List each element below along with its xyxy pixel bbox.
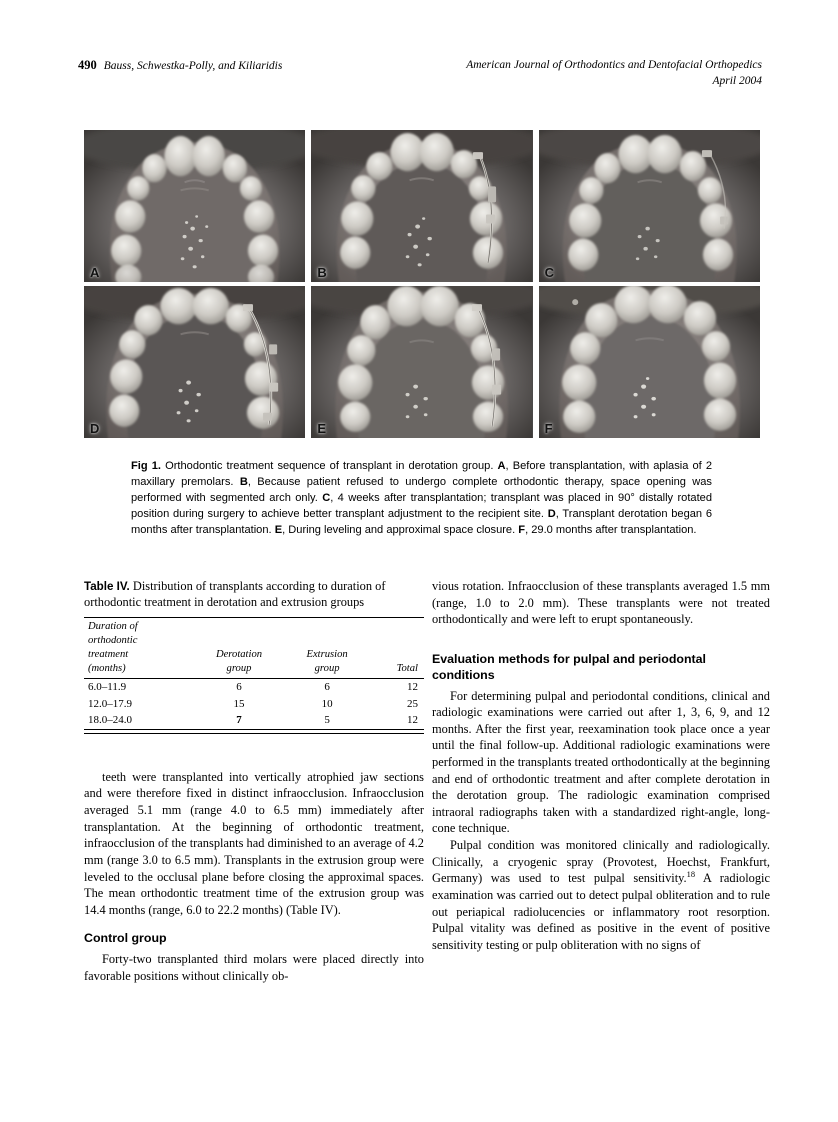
figure-1 bbox=[84, 130, 760, 438]
figure-caption bbox=[131, 458, 712, 538]
figure-panel-b bbox=[311, 130, 532, 282]
panel-label-e: E bbox=[317, 421, 326, 436]
col-header-duration-l2: orthodontic bbox=[88, 635, 138, 647]
running-head bbox=[78, 58, 762, 89]
col-header-duration bbox=[84, 620, 192, 675]
caption-run: , 29.0 months after transplantation. bbox=[525, 524, 697, 537]
table-4 bbox=[84, 617, 424, 734]
left-paragraph-2: Forty-two transplanted third molars were placed directly into favorable positions without clinically ob- bbox=[84, 952, 424, 983]
col-header-extrusion bbox=[286, 620, 369, 675]
figure-panel-f bbox=[539, 286, 760, 438]
col-header-extrusion-l2: group bbox=[314, 662, 340, 674]
panel-label-d: D bbox=[90, 421, 100, 436]
caption-run: , 4 weeks after transplantation; transplant was placed in 90° distally rotated position during surgery to achieve better transplant adjustment to the recipient site. bbox=[131, 492, 712, 521]
table-4-header-row bbox=[84, 620, 424, 675]
page-number: 490 bbox=[78, 58, 97, 72]
right-paragraph-3-part2: A radiologic examination was carried out to detect pulpal obliteration and to rule out periapical radiolucencies or inflammatory root resorption. Pulpal vitality was defined as positive in the event of positive sensitivity testing or pulp obliteration with no signs of bbox=[432, 871, 770, 952]
col-header-derotation-l1: Derotation bbox=[215, 648, 263, 660]
caption-run: , Because patient refused to undergo complete orthodontic therapy, space opening was performed with segmented arch only. bbox=[131, 476, 712, 505]
caption-panel-letter: E bbox=[274, 524, 283, 537]
panel-label-c: C bbox=[544, 265, 555, 280]
cell-total: 12 bbox=[407, 681, 418, 694]
cell-extrusion: 6 bbox=[324, 681, 330, 694]
table-bottom-rule bbox=[84, 729, 424, 733]
running-head-authors: Bauss, Schwestka-Polly, and Kiliaridis bbox=[103, 60, 283, 72]
col-header-derotation-l2: group bbox=[226, 662, 252, 674]
col-header-duration-l4: (months) bbox=[88, 662, 126, 674]
intraoral-photo-f bbox=[539, 286, 760, 438]
intraoral-photo-c bbox=[539, 130, 760, 282]
table-row bbox=[84, 712, 424, 729]
figure-panel-c bbox=[539, 130, 760, 282]
cell-duration: 18.0–24.0 bbox=[88, 714, 132, 727]
cell-duration: 6.0–11.9 bbox=[88, 681, 127, 694]
col-header-total bbox=[369, 620, 424, 675]
table-4-title bbox=[84, 578, 424, 610]
intraoral-photo-d bbox=[84, 286, 305, 438]
panel-label-b: B bbox=[317, 265, 327, 280]
caption-run: , Transplant derotation began 6 months after transplantation. bbox=[131, 508, 712, 537]
left-column bbox=[84, 578, 424, 984]
col-header-total-l1: Total bbox=[396, 662, 418, 674]
figure-caption-label: Fig 1. bbox=[131, 460, 161, 472]
col-header-duration-l3: treatment bbox=[88, 648, 129, 660]
panel-label-f: F bbox=[544, 421, 553, 436]
caption-run: , During leveling and approximal space closure. bbox=[282, 524, 519, 537]
col-header-derotation bbox=[192, 620, 285, 675]
table-row bbox=[84, 679, 424, 696]
intraoral-photo-b bbox=[311, 130, 532, 282]
caption-run: Orthodontic treatment sequence of transplant in derotation group. bbox=[160, 460, 498, 472]
cell-extrusion: 10 bbox=[321, 697, 333, 710]
figure-panel-d bbox=[84, 286, 305, 438]
right-column bbox=[432, 578, 770, 953]
right-paragraph-3-part1: Pulpal condition was monitored clinically and radiologically. Clinically, a cryogenic spray (Provotest, Hoechst, Frankfurt, Germany) was used to test pulpal sensitivity. bbox=[432, 838, 770, 886]
cell-total: 12 bbox=[407, 714, 418, 727]
right-paragraph-3 bbox=[432, 837, 770, 953]
panel-label-a: A bbox=[90, 265, 100, 280]
running-head-right bbox=[466, 58, 762, 89]
photo-grid bbox=[84, 130, 760, 438]
figure-panel-e bbox=[311, 286, 532, 438]
intraoral-photo-a bbox=[84, 130, 305, 282]
cell-total: 25 bbox=[407, 697, 418, 710]
left-paragraph-1: teeth were transplanted into vertically atrophied jaw sections and were therefore fixed in distinct infraocclusion. Infraocclusion averaged 5.1 mm (range 4.0 to 6.5 mm) immediately after transplantation. At the beginning of orthodontic treatment, infraocclusion of the transplants had diminished to an average of 4.2 mm (range 3.0 to 6.5 mm). Transplants in the extrusion group were leveled to the occlusal plane before closing the approximal spaces. The mean orthodontic treatment time of the extrusion group was 14.4 months (range, 6.0 to 22.2 months) (Table IV). bbox=[84, 769, 424, 917]
journal-title: American Journal of Orthodontics and Dentofacial Orthopedics bbox=[466, 59, 762, 71]
heading-evaluation-methods: Evaluation methods for pulpal and periodontal conditions bbox=[432, 651, 706, 682]
col-header-duration-l1: Duration of bbox=[88, 621, 138, 633]
caption-panel-letter: C bbox=[322, 492, 331, 505]
caption-run: , Before transplantation, with aplasia of 2 maxillary premolars. bbox=[131, 460, 712, 489]
col-header-extrusion-l1: Extrusion bbox=[306, 648, 348, 660]
right-paragraph-1: vious rotation. Infraocclusion of these transplants averaged 1.5 mm (range, 1.0 to 2.0 mm). These transplants were not treated orthodontically and were left to erupt spontaneously. bbox=[432, 579, 770, 627]
figure-caption-text bbox=[131, 460, 712, 536]
table-4-label: Table IV. bbox=[84, 580, 130, 593]
caption-panel-letter: F bbox=[518, 524, 526, 537]
caption-panel-letter: A bbox=[497, 460, 506, 472]
cell-extrusion: 5 bbox=[324, 714, 330, 727]
cell-derotation: 6 bbox=[236, 681, 242, 694]
table-4-title-text: Distribution of transplants according to duration of orthodontic treatment in derotation and extrusion groups bbox=[84, 579, 386, 610]
cell-derotation: 7 bbox=[236, 714, 242, 727]
caption-panel-letter: D bbox=[547, 508, 556, 521]
heading-control-group: Control group bbox=[84, 931, 167, 946]
intraoral-photo-e bbox=[311, 286, 532, 438]
table-4-body bbox=[84, 679, 424, 734]
issue-date: April 2004 bbox=[712, 74, 762, 87]
left-col-spacer bbox=[84, 734, 424, 741]
figure-panel-a bbox=[84, 130, 305, 282]
footnote-reference-18: 18 bbox=[686, 870, 696, 880]
cell-duration: 12.0–17.9 bbox=[88, 697, 132, 710]
caption-panel-letter: B bbox=[239, 476, 248, 489]
right-paragraph-2: For determining pulpal and periodontal conditions, clinical and radiologic examinations were carried out after 1, 3, 6, 9, and 12 months. After the first year, reexamination took place once a year until the final follow-up. Additional radiologic examinations were performed in the transplants treated orthodontically at the beginning and end of orthodontic treatment and after complete derotation in the derotation group. The radiologic examination comprised intraoral radiographs taken with a standardized right-angle, long-cone technique. bbox=[432, 688, 770, 836]
table-row bbox=[84, 696, 424, 713]
cell-derotation: 15 bbox=[233, 697, 245, 710]
table-4-head bbox=[84, 618, 424, 679]
running-head-left bbox=[78, 58, 282, 73]
